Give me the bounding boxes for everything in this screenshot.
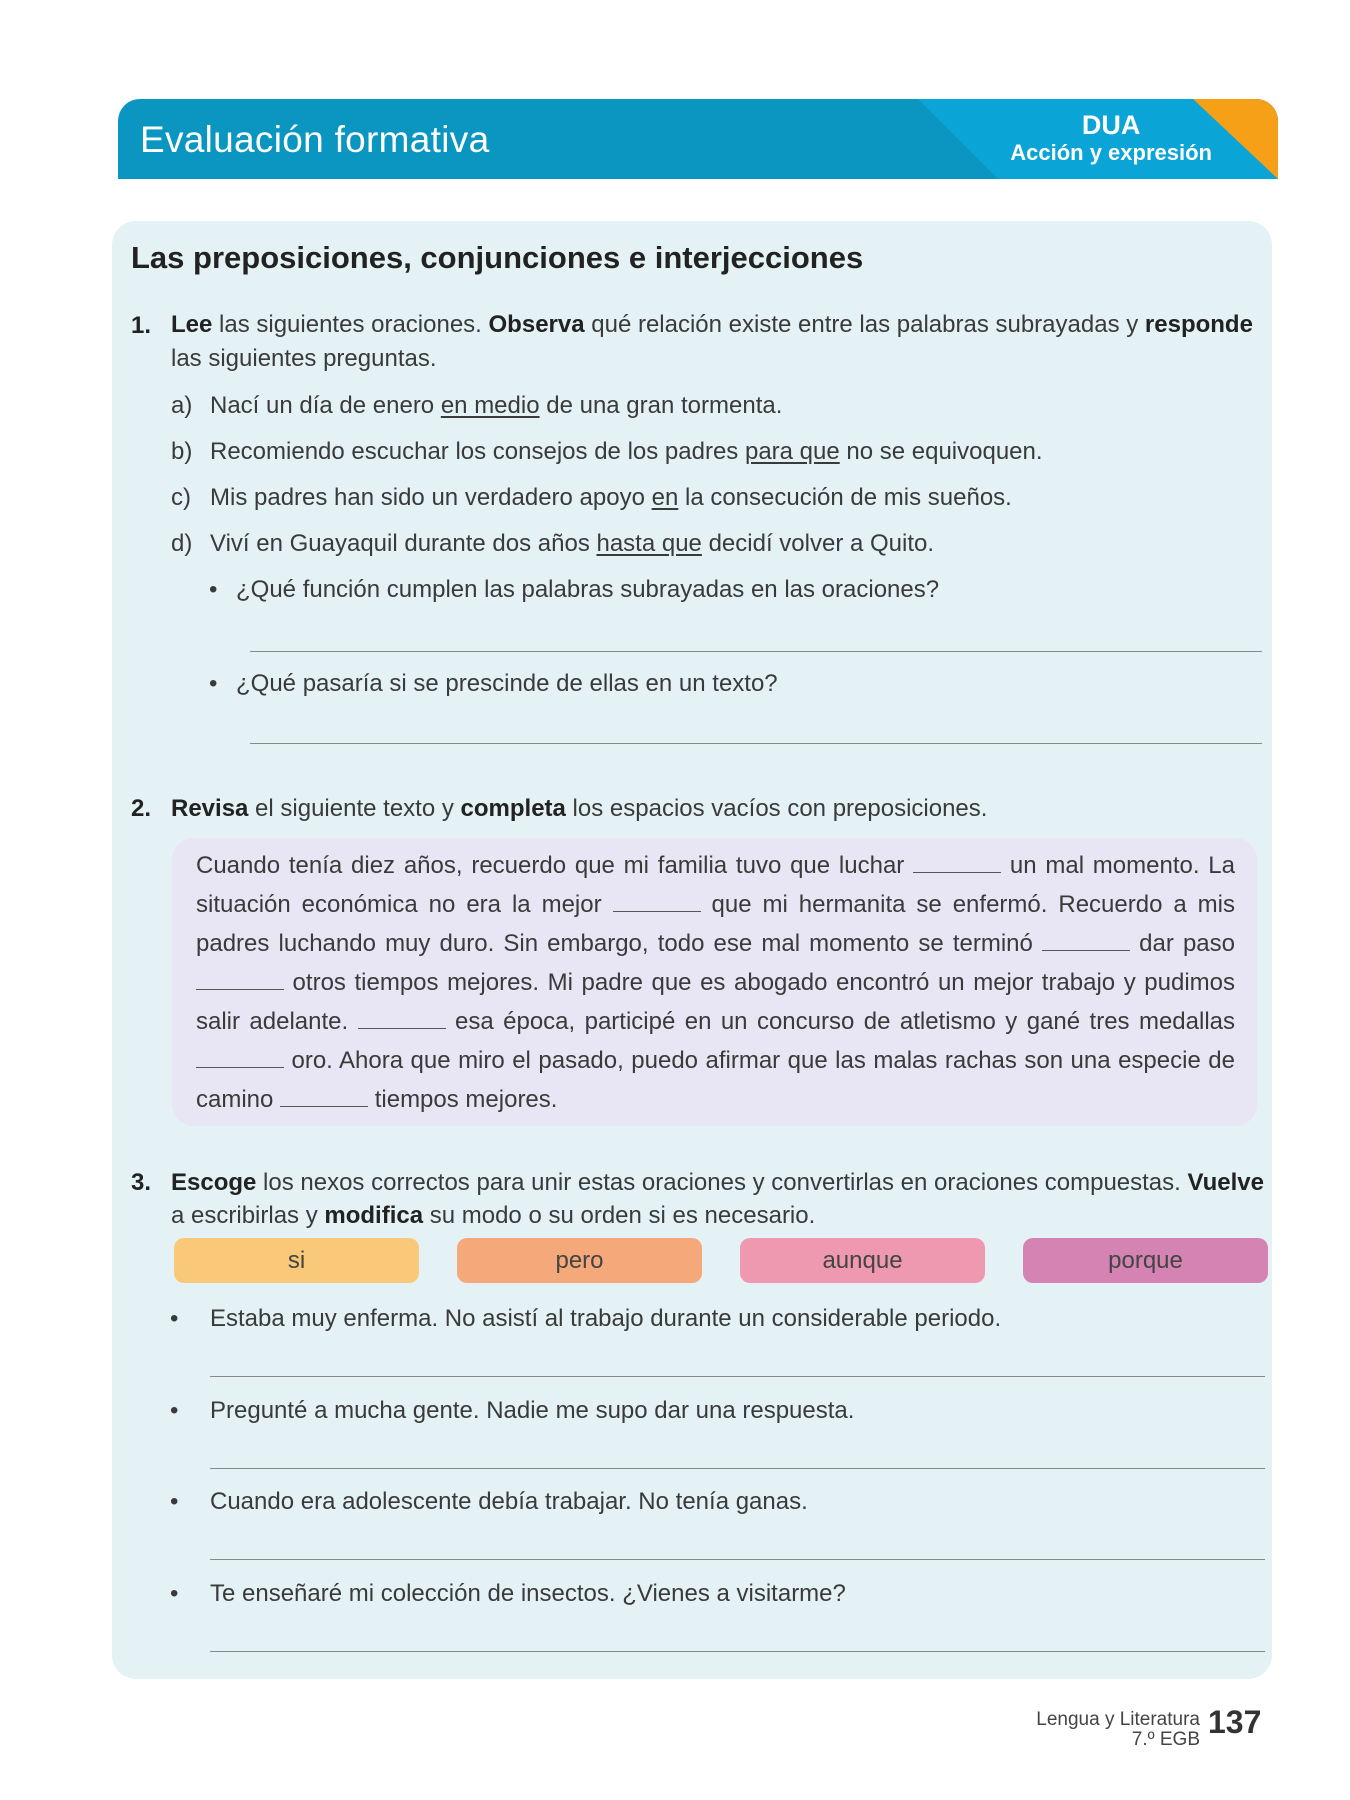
item-text: Mis padres han sido un verdadero apoyo (210, 484, 652, 511)
q2-instruction (171, 794, 987, 824)
q1-item-d-text (210, 529, 934, 559)
q2-text1: el siguiente texto y (248, 795, 461, 822)
item-text: de una gran tormenta. (539, 392, 783, 419)
item-letter: d) (171, 530, 193, 557)
q3-item-1: Estaba muy enferma. No asistí al trabajo durante un considerable periodo. (210, 1305, 1002, 1332)
item-text: decidí volver a Quito. (701, 530, 935, 557)
q3-verb-vuelve: Vuelve (1187, 1169, 1264, 1196)
item-letter: b) (171, 438, 193, 465)
q3-item-2: Pregunté a mucha gente. Nadie me supo dar una respuesta. (210, 1397, 855, 1424)
paragraph-text: oro. Ahora que miro el pasado, puedo afirmar que las malas rachas son una especie de camino (196, 1047, 1235, 1113)
paragraph-text: otros tiempos mejores. Mi padre que es abogado encontró un mejor trabajo y pudimos salir adelante. (196, 969, 1235, 1035)
nexo-option-porque[interactable]: porque (1023, 1238, 1268, 1283)
bullet-icon: • (170, 1488, 179, 1515)
answer-line[interactable] (250, 651, 1262, 652)
q1-question-2: ¿Qué pasaría si se prescinde de ellas en un texto? (236, 670, 778, 697)
q1-text2: qué relación existe entre las palabras subrayadas y (584, 311, 1145, 338)
dua-title: DUA (1081, 110, 1141, 140)
q1-number: 1. (131, 312, 152, 339)
q1-verb-responde: responde (1144, 311, 1253, 338)
section-title: Las preposiciones, conjunciones e interjecciones (131, 240, 864, 275)
blank-field[interactable] (196, 967, 284, 990)
underlined-word: para que (744, 438, 840, 465)
dua-subtitle: Acción y expresión (1010, 140, 1212, 165)
item-text: Viví en Guayaquil durante dos años (210, 530, 597, 557)
answer-line[interactable] (210, 1651, 1265, 1652)
q3-instruction (171, 1168, 1264, 1198)
fill-in-paragraph (196, 846, 1235, 1119)
footer-grade: 7.º EGB (1131, 1729, 1200, 1750)
paragraph-text: tiempos mejores. (368, 1086, 558, 1113)
bullet-icon: • (170, 1305, 179, 1332)
q1-item-c (171, 483, 191, 513)
answer-line[interactable] (210, 1559, 1265, 1560)
nexo-option-aunque[interactable]: aunque (740, 1238, 985, 1283)
q1-item-c-text (210, 483, 1012, 513)
q1-item-a (171, 391, 192, 421)
footer-subject: Lengua y Literatura (1036, 1709, 1200, 1730)
underlined-word: en (651, 484, 679, 511)
q3-text2: a escribirlas y (171, 1202, 325, 1229)
bullet-icon: • (170, 1397, 179, 1424)
item-text: Recomiendo escuchar los consejos de los padres (210, 438, 745, 465)
q3-instruction-line2 (171, 1201, 815, 1231)
q3-verb-escoge: Escoge (171, 1169, 257, 1196)
answer-line[interactable] (210, 1376, 1265, 1377)
item-text: Nací un día de enero (210, 392, 441, 419)
header-title: Evaluación formativa (140, 119, 490, 160)
section-header (118, 99, 1278, 179)
nexo-option-si[interactable]: si (174, 1238, 419, 1283)
q3-item-4: Te enseñaré mi colección de insectos. ¿Vienes a visitarme? (210, 1580, 846, 1607)
q1-item-d (171, 529, 192, 559)
q1-item-a-text (210, 391, 782, 421)
paragraph-text: dar paso (1130, 930, 1235, 957)
underlined-word: en medio (440, 392, 540, 419)
page-number: 137 (1208, 1704, 1262, 1740)
bullet-icon: • (170, 1580, 179, 1607)
q2-verb-completa: completa (460, 795, 566, 822)
q3-text1: los nexos correctos para unir estas oraciones y convertirlas en oraciones compuestas. (256, 1169, 1188, 1196)
blank-field[interactable] (358, 1006, 446, 1029)
q3-verb-modifica: modifica (324, 1202, 424, 1229)
blank-field[interactable] (613, 889, 701, 912)
q1-instruction (171, 310, 1253, 340)
blank-field[interactable] (280, 1084, 368, 1107)
item-text: la consecución de mis sueños. (678, 484, 1012, 511)
q1-item-b (171, 437, 192, 467)
q1-verb-lee: Lee (171, 311, 213, 338)
item-letter: a) (171, 392, 193, 419)
underlined-word: hasta que (596, 530, 702, 557)
dua-badge (1010, 111, 1212, 167)
q2-text2: los espacios vacíos con preposiciones. (565, 795, 988, 822)
answer-line[interactable] (210, 1468, 1265, 1469)
bullet-icon: • (209, 670, 218, 697)
q1-verb-observa: Observa (488, 311, 585, 338)
q1-text1: las siguientes oraciones. (212, 311, 489, 338)
q1-question-1: ¿Qué función cumplen las palabras subrayadas en las oraciones? (236, 576, 940, 603)
item-letter: c) (171, 484, 191, 511)
q2-number: 2. (131, 795, 152, 822)
blank-field[interactable] (913, 850, 1001, 873)
paragraph-text: un mal momento. La situación económica no era la mejor (196, 852, 1236, 918)
paragraph-text: que mi hermanita se enfermó. Recuerdo a mis padres luchando muy duro. Sin embargo, todo ese mal momento se terminó (196, 891, 1235, 957)
q3-number: 3. (131, 1169, 152, 1196)
q1-item-b-text (210, 437, 1043, 467)
q3-text3: su modo o su orden si es necesario. (423, 1202, 816, 1229)
paragraph-text: esa época, participé en un concurso de atletismo y gané tres medallas (445, 1008, 1236, 1035)
item-text: no se equivoquen. (839, 438, 1043, 465)
paragraph-text: Cuando tenía diez años, recuerdo que mi familia tuvo que luchar (196, 852, 914, 879)
q1-instruction-line2: las siguientes preguntas. (171, 345, 437, 372)
blank-field[interactable] (1042, 928, 1130, 951)
blank-field[interactable] (196, 1045, 284, 1068)
q3-item-3: Cuando era adolescente debía trabajar. No tenía ganas. (210, 1488, 808, 1515)
bullet-icon: • (209, 576, 218, 603)
nexo-option-pero[interactable]: pero (457, 1238, 702, 1283)
footer-label (1036, 1710, 1200, 1750)
q2-verb-revisa: Revisa (171, 795, 249, 822)
answer-line[interactable] (250, 743, 1262, 744)
